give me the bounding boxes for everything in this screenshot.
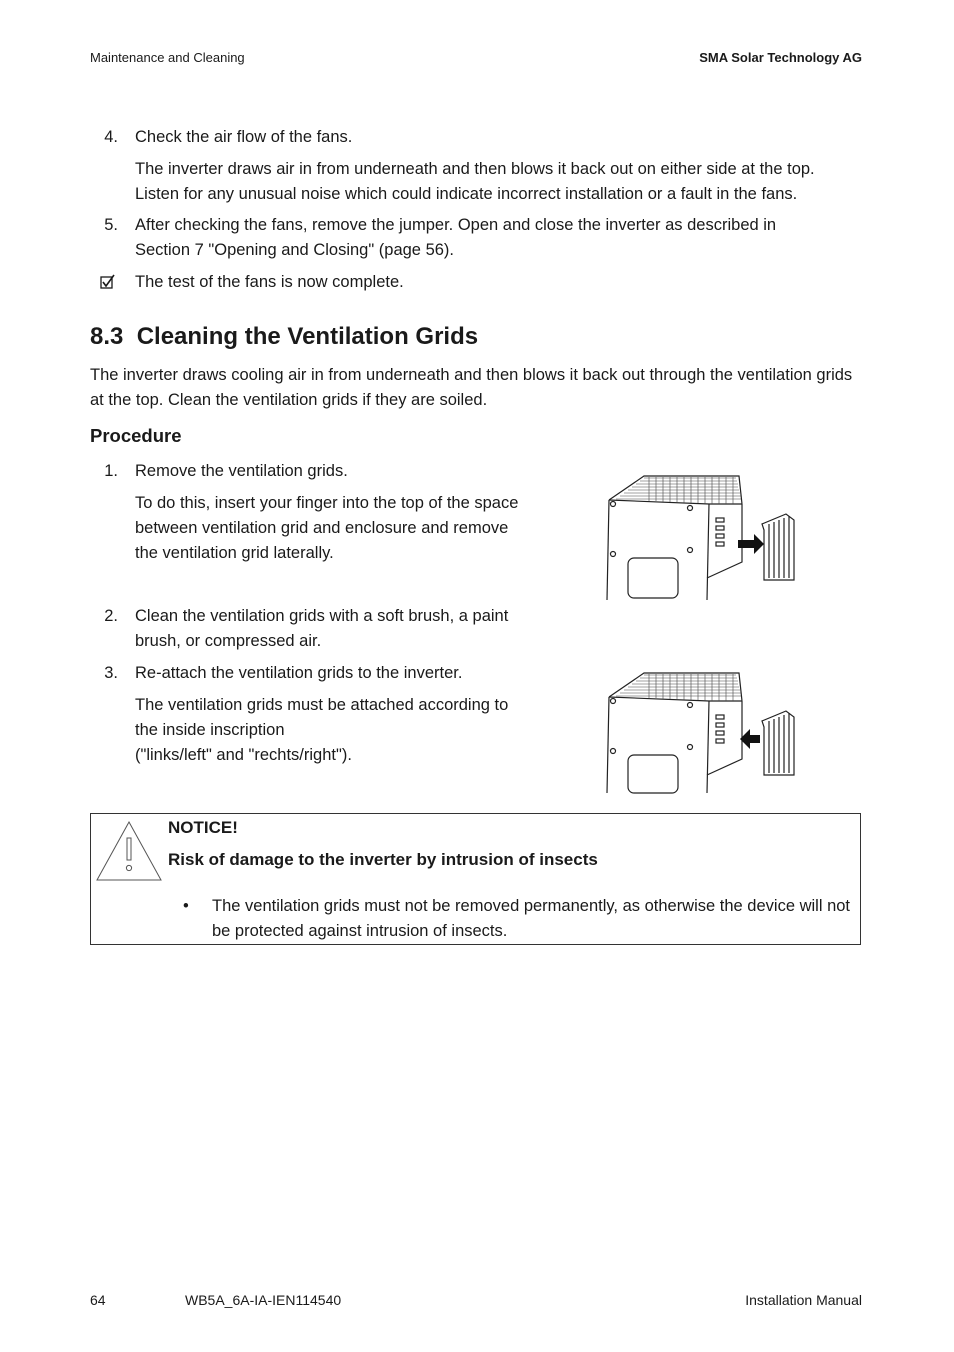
step-detail: The inverter draws air in from underneath and then blows it back out on either side at the top. Listen for any unusual noise which could indicate incorrect installation or a fault in the fans. <box>135 160 815 203</box>
step-number: 2. <box>104 607 118 625</box>
notice-title: Risk of damage to the inverter by intrusion of insects <box>168 850 598 869</box>
check-box-icon <box>100 274 116 295</box>
step-text: Remove the ventilation grids. <box>135 462 348 480</box>
procedure-heading: Procedure <box>90 425 182 446</box>
section-intro: The inverter draws cooling air in from underneath and then blows it back out through the ventilation grids at the top. Clean the ventilation grids if they are soiled. <box>90 366 853 409</box>
warning-triangle-icon <box>95 820 163 887</box>
inverter-attach-grid-illustration <box>604 671 799 800</box>
step-number: 5. <box>104 216 118 234</box>
result-text: The test of the fans is now complete. <box>135 273 404 291</box>
step-number: 1. <box>104 462 118 480</box>
notice-bullet-text: The ventilation grids must not be removed permanently, as otherwise the device will not be protected against intrusion of insects. <box>212 897 851 940</box>
page-number: 64 <box>90 1292 106 1308</box>
document-id: WB5A_6A-IA-IEN114540 <box>185 1292 342 1308</box>
step-detail: To do this, insert your finger into the top of the space between ventilation grid and enclosure and remove the ventilation grid laterally. <box>135 494 519 562</box>
step-text: After checking the fans, remove the jumper. Open and close the inverter as described in Section 7 "Opening and Closing" (page 56). <box>135 216 777 259</box>
step-text: Re-attach the ventilation grids to the inverter. <box>135 664 463 682</box>
step-detail: The ventilation grids must be attached according to the inside inscription ("links/left" and "rechts/right"). <box>135 696 509 764</box>
running-header-left: Maintenance and Cleaning <box>90 50 245 65</box>
step-text: Check the air flow of the fans. <box>135 128 353 146</box>
step-number: 4. <box>104 128 118 146</box>
inverter-remove-grid-illustration <box>604 474 799 607</box>
running-header-right: SMA Solar Technology AG <box>699 50 862 65</box>
step-text: Clean the ventilation grids with a soft brush, a paint brush, or compressed air. <box>135 607 509 650</box>
document-title: Installation Manual <box>745 1292 862 1308</box>
section-title: 8.3 Cleaning the Ventilation Grids <box>90 323 479 350</box>
notice-box <box>90 813 861 945</box>
notice-label: NOTICE! <box>168 818 238 837</box>
bullet-icon: • <box>183 897 189 915</box>
step-number: 3. <box>104 664 118 682</box>
